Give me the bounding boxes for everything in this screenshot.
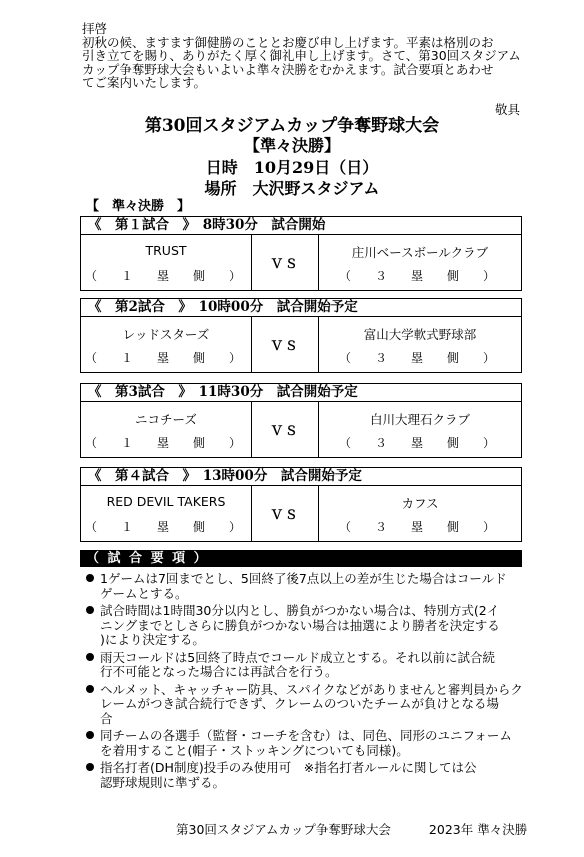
- rule-line: 同チームの各選手（監督・コーチを含む）は、同色、同形のユニフォーム: [100, 729, 512, 743]
- bullet-icon: [86, 731, 94, 739]
- bullet-icon: [86, 685, 94, 693]
- first-base-team: [81, 317, 251, 372]
- team-name: 庄川ベースボールクラブ: [351, 245, 489, 260]
- third-base-team: [319, 235, 521, 290]
- event-date: 日時 10月29日（日）: [205, 158, 379, 177]
- rule-item: [86, 683, 526, 727]
- rule-line: )により決定する。: [100, 633, 205, 647]
- rule-line: レームがつき試合続行できず、クレームのついたチームが負けとなる場: [100, 697, 500, 711]
- section-label: 【 準々決勝 】: [86, 199, 191, 214]
- rule-line: 合: [100, 711, 113, 726]
- greeting-opening: 拝啓: [82, 22, 108, 36]
- vs-label: ＶＳ: [251, 402, 319, 457]
- team-name: レッドスターズ: [122, 327, 210, 342]
- rule-line: 1ゲームは7回までとし、5回終了後7点以上の差が生じた場合はコールド: [100, 572, 507, 586]
- bullet-icon: [86, 653, 94, 661]
- team-name: 白川大理石クラブ: [369, 412, 470, 427]
- third-base-team: [319, 317, 521, 372]
- round-title: 【準々決勝】: [243, 136, 340, 155]
- team-side: （ １ 塁 側 ）: [84, 351, 247, 365]
- rule-line: 認野球規則に準ずる。: [100, 775, 226, 790]
- greeting-line: 引き立てを賜り、ありがたく厚く御礼申し上げます。さて、第30回スタジアム: [82, 49, 521, 63]
- rule-line: を着用すること(帽子・ストッキングについても同様)。: [100, 743, 409, 758]
- vs-label: ＶＳ: [251, 235, 319, 290]
- third-base-team: [319, 402, 521, 457]
- event-title: 第30回スタジアムカップ争奪野球大会: [144, 116, 440, 136]
- team-side: （ １ 塁 側 ）: [84, 436, 247, 450]
- team-name: TRUST: [145, 243, 187, 258]
- page-footer: [176, 820, 527, 838]
- team-side: （ １ 塁 側 ）: [84, 520, 247, 534]
- match-header: 《 第3試合 》 11時30分 試合開始予定: [81, 384, 521, 402]
- rule-line: 雨天コールドは5回終了時点でコールド成立とする。それ以前に試合続: [100, 650, 495, 665]
- first-base-team: [81, 402, 251, 457]
- rule-line: 指名打者(DH制度)投手のみ使用可 ※指名打者ルールに関しては公: [100, 761, 477, 775]
- bullet-icon: [86, 763, 94, 771]
- event-venue: 場所 大沢野スタジアム: [204, 179, 380, 198]
- match-card-4: [80, 467, 522, 542]
- match-header: 《 第１試合 》 8時30分 試合開始: [81, 217, 521, 235]
- rule-line: ゲームとする。: [100, 586, 188, 601]
- match-header: 《 第2試合 》 10時00分 試合開始予定: [81, 299, 521, 317]
- team-side: （ ３ 塁 側 ）: [338, 269, 501, 283]
- footer-event: 第30回スタジアムカップ争奪野球大会: [176, 822, 391, 837]
- greeting-letter: [82, 22, 524, 117]
- vs-label: ＶＳ: [251, 317, 319, 372]
- vs-label: ＶＳ: [251, 486, 319, 541]
- team-name: ニコチーズ: [135, 412, 197, 427]
- bullet-icon: [86, 606, 94, 614]
- match-card-1: [80, 216, 522, 291]
- greeting-line: カップ争奪野球大会もいよいよ準々決勝をむかえます。試合要項とあわせ: [82, 62, 494, 77]
- greeting-line: てご案内いたします。: [82, 76, 207, 90]
- first-base-team: [81, 486, 251, 541]
- team-side: （ ３ 塁 側 ）: [338, 436, 501, 450]
- rule-item: [86, 604, 526, 648]
- rule-item: [86, 572, 526, 601]
- team-name: カフス: [401, 496, 439, 511]
- team-name: 富山大学軟式野球部: [363, 327, 477, 342]
- third-base-team: [319, 486, 521, 541]
- rule-item: [86, 761, 526, 790]
- match-header: 《 第４試合 》 13時00分 試合開始予定: [81, 468, 521, 486]
- rule-item: [86, 651, 526, 680]
- bullet-icon: [86, 574, 94, 582]
- first-base-team: [81, 235, 251, 290]
- rules-list: [86, 572, 526, 793]
- footer-edition: 2023年 準々決勝: [428, 822, 528, 837]
- rule-line: ニングまでとしさらに勝負がつかない場合は抽選により勝者を決定する: [100, 618, 500, 633]
- team-side: （ ３ 塁 側 ）: [338, 520, 501, 534]
- team-name: RED DEVIL TAKERS: [106, 494, 226, 509]
- greeting-closing: 敬具: [494, 102, 520, 117]
- team-side: （ ３ 塁 側 ）: [338, 351, 501, 365]
- greeting-line: 初秋の候、ますます御健勝のこととお慶び申し上げます。平素は格別のお: [82, 35, 494, 50]
- team-side: （ １ 塁 側 ）: [84, 269, 247, 283]
- match-card-2: [80, 298, 522, 373]
- rule-line: 行不可能となった場合には再試合を行う。: [100, 665, 338, 679]
- rule-line: 試合時間は1時間30分以内とし、勝負がつかない場合は、特別方式(2イ: [100, 604, 500, 618]
- rules-heading: （ 試 合 要 項 ）: [80, 550, 522, 567]
- match-card-3: [80, 383, 522, 458]
- rule-item: [86, 729, 526, 758]
- rule-line: ヘルメット、キャッチャー防具、スパイクなどがありませんと審判員からク: [100, 682, 523, 697]
